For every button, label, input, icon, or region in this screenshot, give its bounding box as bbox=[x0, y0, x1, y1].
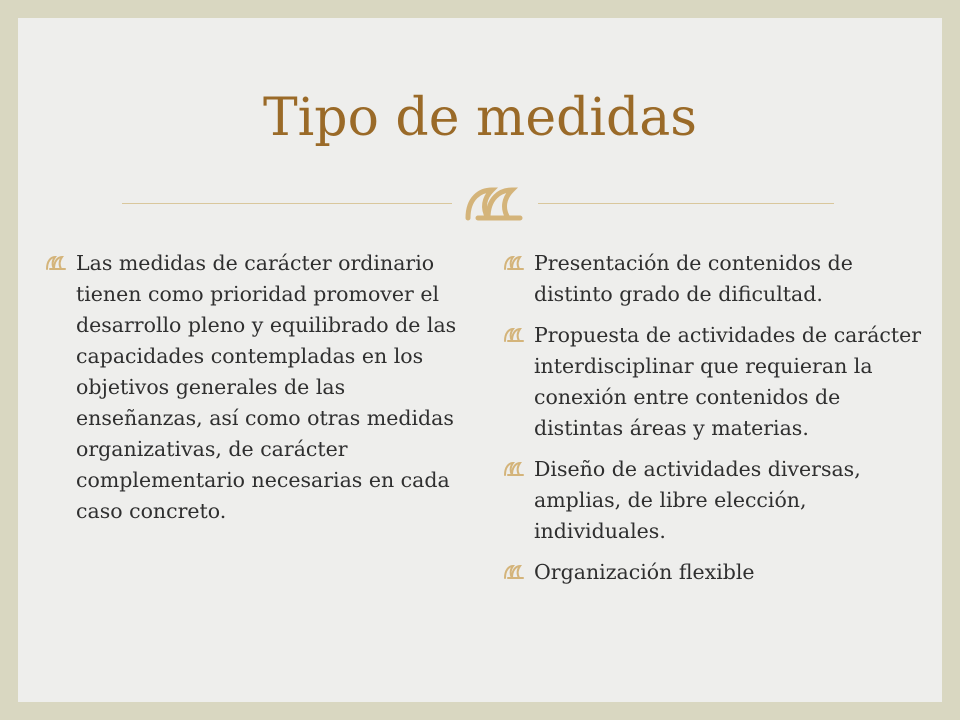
list-item-text: Las medidas de carácter ordinario tienen como prioridad promover el desarrollo pleno y equilibrado de las capacidades contempladas en los objetivos generales de las enseñanzas, así como otras medidas organizativas, de carácter complementario necesarias en cada caso concreto. bbox=[76, 251, 457, 523]
list-item-text: Propuesta de actividades de carácter interdisciplinar que requieran la conexión entre contenidos de distintas áreas y materias. bbox=[534, 323, 922, 440]
list-item-text: Presentación de contenidos de distinto grado de dificultad. bbox=[534, 251, 853, 306]
slide-title: Tipo de medidas bbox=[262, 88, 697, 148]
ribbon-bullet-icon bbox=[502, 461, 526, 477]
title-divider-left bbox=[122, 203, 452, 204]
list-item bbox=[498, 454, 930, 547]
ribbon-bullet-icon bbox=[44, 255, 68, 271]
left-bullet-list bbox=[40, 248, 458, 537]
ribbon-bullet-icon bbox=[502, 564, 526, 580]
list-item bbox=[40, 248, 458, 527]
double-ribbon-icon bbox=[458, 184, 530, 224]
ribbon-bullet-icon bbox=[502, 255, 526, 271]
list-item bbox=[498, 320, 930, 444]
list-item-text: Organización flexible bbox=[534, 560, 755, 584]
list-item bbox=[498, 557, 930, 588]
list-item-text: Diseño de actividades diversas, amplias, de libre elección, individuales. bbox=[534, 457, 861, 543]
list-item bbox=[498, 248, 930, 310]
ribbon-bullet-icon bbox=[502, 327, 526, 343]
title-divider-right bbox=[538, 203, 834, 204]
slide bbox=[18, 18, 942, 702]
right-bullet-list bbox=[498, 248, 930, 598]
